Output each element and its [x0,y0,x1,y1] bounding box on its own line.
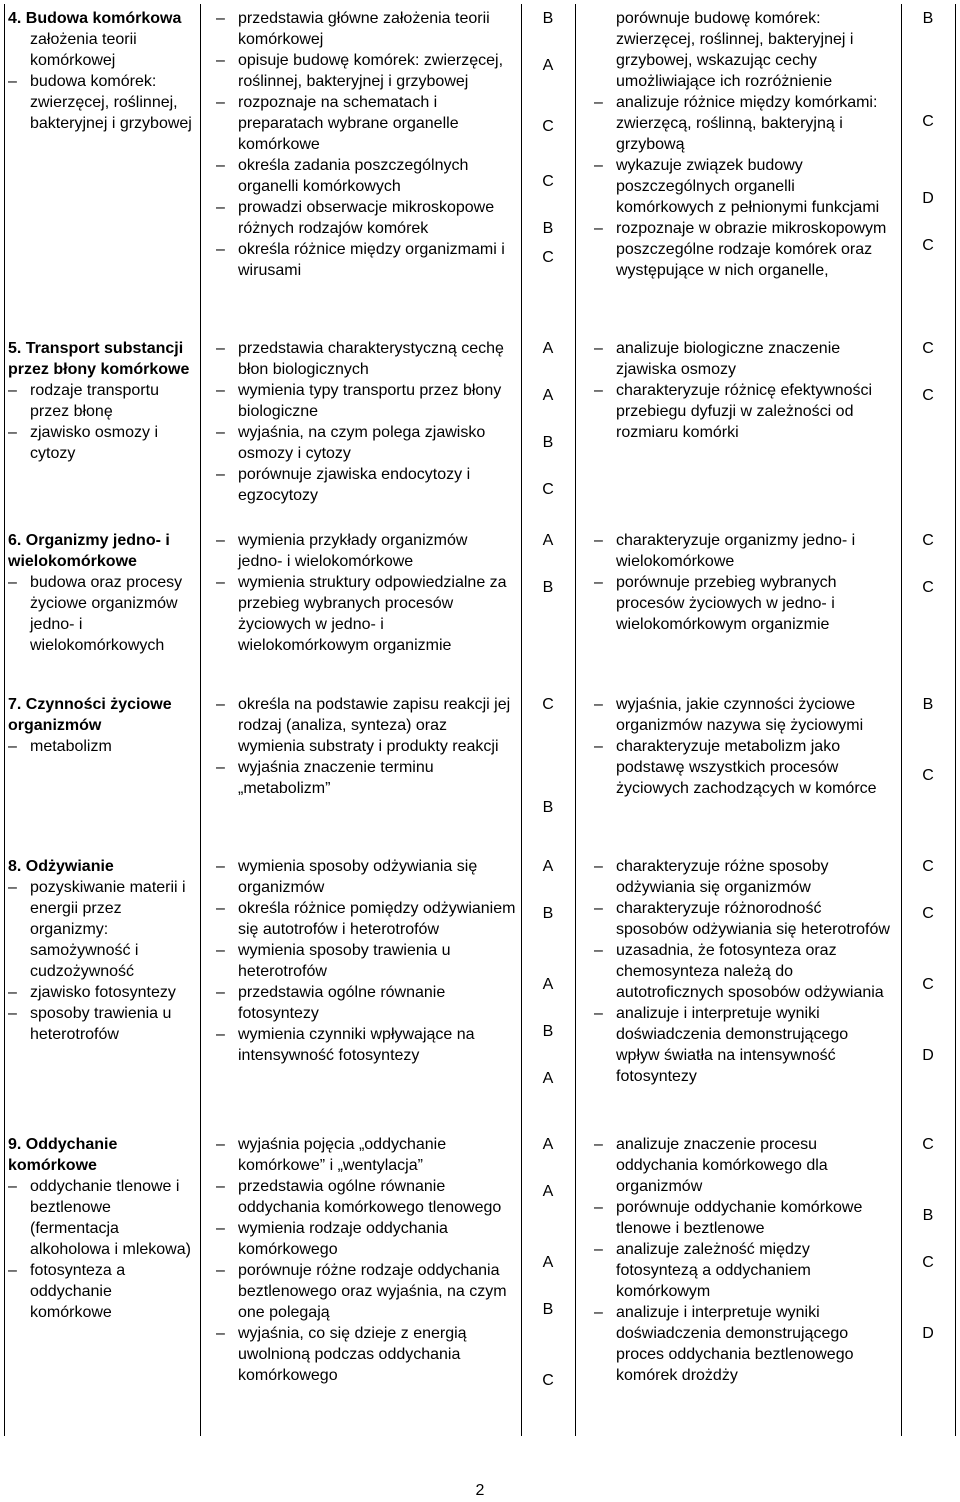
basic-level-cell [526,8,570,268]
requirement-item: – analizuje zależność między fotosyntezą a oddychaniem komórkowym [594,1239,896,1302]
requirement-item: – określa różnice między organizmami i wirusami [216,239,516,281]
level-letter: B [542,220,554,237]
column-divider [955,4,956,1436]
level-letter: C [922,905,934,922]
topic-subitem: – metabolizm [8,736,192,757]
extended-level-cell [906,530,950,598]
extended-requirements-cell [594,1134,896,1386]
level-letter: C [922,976,934,993]
requirement-item: – wymienia typy transportu przez błony biologiczne [216,380,516,422]
topic-cell [8,856,192,1045]
requirement-item: – wymienia przykłady organizmów jedno- i wielokomórkowe [216,530,516,572]
extended-requirements-cell [594,8,896,281]
level-letter: D [922,1325,934,1342]
level-letter: C [922,858,934,875]
requirement-item: – charakteryzuje metabolizm jako podstawę wszystkich procesów życiowych zachodzących w komórce [594,736,896,799]
extended-level-cell [906,856,950,1066]
topic-cell [8,8,192,134]
extended-requirements-cell [594,694,896,799]
topic-title: 5. Transport substancji przez błony komórkowe [8,340,190,378]
basic-requirements-cell [216,338,516,506]
requirement-item: – wyjaśnia znaczenie terminu „metabolizm” [216,757,516,799]
topic-cell [8,1134,192,1323]
topic-cell [8,338,192,464]
level-letter: C [922,532,934,549]
extended-requirements-cell [594,856,896,1087]
requirement-item: – rozpoznaje w obrazie mikroskopowym poszczególne rodzaje komórek oraz występujące w nich organelle, [594,218,896,281]
level-letter: B [542,905,554,922]
requirement-item: – przedstawia ogólne równanie fotosyntezy [216,982,516,1024]
extended-requirements-cell [594,338,896,443]
extended-requirements-cell [594,530,896,635]
requirement-item: – rozpoznaje na schematach i preparatach wybrane organelle komórkowe [216,92,516,155]
topic-subitem: założenia teorii komórkowej [30,31,137,69]
topic-cell [8,530,192,656]
requirement-item: – porównuje zjawiska endocytozy i egzocytozy [216,464,516,506]
level-letter: C [542,118,554,135]
requirement-item: – przedstawia charakterystyczną cechę błon biologicznych [216,338,516,380]
topic-subitem: – budowa komórek: zwierzęcej, roślinnej, bakteryjnej i grzybowej [8,71,192,134]
requirement-item: – wyjaśnia, na czym polega zjawisko osmozy i cytozy [216,422,516,464]
topic-title: 6. Organizmy jedno- i wielokomórkowe [8,532,170,570]
topic-subitem: – fotosynteza a oddychanie komórkowe [8,1260,192,1323]
level-letter: A [542,532,554,549]
level-letter: A [542,57,554,74]
level-letter: A [542,1070,554,1087]
basic-requirements-cell [216,8,516,281]
basic-level-cell [526,1134,570,1391]
requirement-item: – wyjaśnia pojęcia „oddychanie komórkowe” i „wentylacja” [216,1134,516,1176]
topic-subitem: – pozyskiwanie materii i energii przez organizmy: samożywność i cudzożywność [8,877,192,982]
level-letter: D [922,190,934,207]
level-letter: B [542,10,554,27]
topic-title: 8. Odżywianie [8,858,114,875]
level-letter: B [922,696,934,713]
requirement-item: porównuje budowę komórek: zwierzęcej, roślinnej, bakteryjnej i grzybowej, wskazując cechy umożliwiające ich rozróżnienie [616,10,854,90]
topic-subitem: – sposoby trawienia u heterotrofów [8,1003,192,1045]
requirement-item: – charakteryzuje różne sposoby odżywiania się organizmów [594,856,896,898]
level-letter: C [542,696,554,713]
level-letter: A [542,976,554,993]
requirement-item: – wymienia sposoby trawienia u heterotrofów [216,940,516,982]
level-letter: C [542,1372,554,1389]
level-letter: A [542,340,554,357]
topic-title: 4. Budowa komórkowa [8,10,182,27]
level-letter: D [922,1047,934,1064]
requirement-item: – uzasadnia, że fotosynteza oraz chemosynteza należą do autotroficznych sposobów odżywiania [594,940,896,1003]
requirement-item: – opisuje budowę komórek: zwierzęcej, roślinnej, bakteryjnej i grzybowej [216,50,516,92]
level-letter: C [922,387,934,404]
requirement-item: – charakteryzuje różnicę efektywności przebiegu dyfuzji w zależności od rozmiaru komórki [594,380,896,443]
level-letter: A [542,387,554,404]
topic-cell [8,694,192,757]
level-letter: C [922,113,934,130]
extended-level-cell [906,8,950,256]
basic-level-cell [526,338,570,500]
topic-subitem: – zjawisko osmozy i cytozy [8,422,192,464]
level-letter: B [542,434,554,451]
requirement-item: – wymienia struktury odpowiedzialne za przebieg wybranych procesów życiowych w jedno- i wielokomórkowym organizmie [216,572,516,656]
level-letter: C [542,249,554,266]
level-letter: B [922,1207,934,1224]
basic-requirements-cell [216,1134,516,1386]
topic-subitem: – oddychanie tlenowe i beztlenowe (fermentacja alkoholowa i mlekowa) [8,1176,192,1260]
requirement-item: – porównuje przebieg wybranych procesów życiowych w jedno- i wielokomórkowym organizmie [594,572,896,635]
level-letter: C [922,237,934,254]
level-letter: C [922,767,934,784]
requirement-item: – wykazuje związek budowy poszczególnych organelli komórkowych z pełnionymi funkcjami [594,155,896,218]
requirement-item: – wymienia czynniki wpływające na intensywność fotosyntezy [216,1024,516,1066]
extended-level-cell [906,694,950,786]
topic-title: 7. Czynności życiowe organizmów [8,696,172,734]
level-letter: A [542,858,554,875]
requirement-item: – prowadzi obserwacje mikroskopowe różnych rodzajów komórek [216,197,516,239]
requirement-item: – analizuje różnice między komórkami: zwierzęcą, roślinną, bakteryjną i grzybową [594,92,896,155]
level-letter: B [542,1023,554,1040]
requirement-item: – przedstawia główne założenia teorii komórkowej [216,8,516,50]
requirement-item: – analizuje znaczenie procesu oddychania komórkowego dla organizmów [594,1134,896,1197]
level-letter: C [542,173,554,190]
requirement-item: – charakteryzuje różnorodność sposobów odżywiania się heterotrofów [594,898,896,940]
topic-subitem: – budowa oraz procesy życiowe organizmów jedno- i wielokomórkowych [8,572,192,656]
topic-subitem: – zjawisko fotosyntezy [8,982,192,1003]
level-letter: B [922,10,934,27]
topic-subitem: – rodzaje transportu przez błonę [8,380,192,422]
level-letter: A [542,1136,554,1153]
level-letter: A [542,1183,554,1200]
requirement-item: – analizuje i interpretuje wyniki doświadczenia demonstrującego proces oddychania beztlenowego komórek drożdży [594,1302,896,1386]
requirement-item: – analizuje biologiczne znaczenie zjawiska osmozy [594,338,896,380]
requirement-item: – wymienia rodzaje oddychania komórkowego [216,1218,516,1260]
requirement-item: – określa na podstawie zapisu reakcji jej rodzaj (analiza, synteza) oraz wymienia substraty i produkty reakcji [216,694,516,757]
extended-level-cell [906,1134,950,1344]
basic-requirements-cell [216,530,516,656]
requirements-table [4,4,956,1436]
requirement-item: – wymienia sposoby odżywiania się organizmów [216,856,516,898]
basic-level-cell [526,694,570,818]
level-letter: C [922,340,934,357]
requirement-item: – określa zadania poszczególnych organelli komórkowych [216,155,516,197]
column-divider [200,4,201,1436]
level-letter: B [542,1301,554,1318]
requirement-item: – porównuje oddychanie komórkowe tlenowe i beztlenowe [594,1197,896,1239]
level-letter: C [542,481,554,498]
level-letter: B [542,579,554,596]
topic-title: 9. Oddychanie komórkowe [8,1136,118,1174]
page-number: 2 [475,1482,485,1499]
basic-requirements-cell [216,856,516,1066]
requirement-item: – przedstawia ogólne równanie oddychania komórkowego tlenowego [216,1176,516,1218]
column-divider [901,4,902,1436]
column-divider [575,4,576,1436]
level-letter: C [922,1254,934,1271]
requirement-item: – wyjaśnia, jakie czynności życiowe organizmów nazywa się życiowymi [594,694,896,736]
basic-requirements-cell [216,694,516,799]
basic-level-cell [526,530,570,598]
requirement-item: – wyjaśnia, co się dzieje z energią uwolnioną podczas oddychania komórkowego [216,1323,516,1386]
column-divider [521,4,522,1436]
level-letter: C [922,1136,934,1153]
column-divider [4,4,5,1436]
requirement-item: – określa różnice pomiędzy odżywianiem się autotrofów i heterotrofów [216,898,516,940]
basic-level-cell [526,856,570,1089]
level-letter: A [542,1254,554,1271]
requirement-item: – analizuje i interpretuje wyniki doświadczenia demonstrującego wpływ światła na intensywność fotosyntezy [594,1003,896,1087]
requirement-item: – porównuje różne rodzaje oddychania beztlenowego oraz wyjaśnia, na czym one polegają [216,1260,516,1323]
level-letter: C [922,579,934,596]
level-letter: B [542,799,554,816]
extended-level-cell [906,338,950,406]
requirement-item: – charakteryzuje organizmy jedno- i wielokomórkowe [594,530,896,572]
